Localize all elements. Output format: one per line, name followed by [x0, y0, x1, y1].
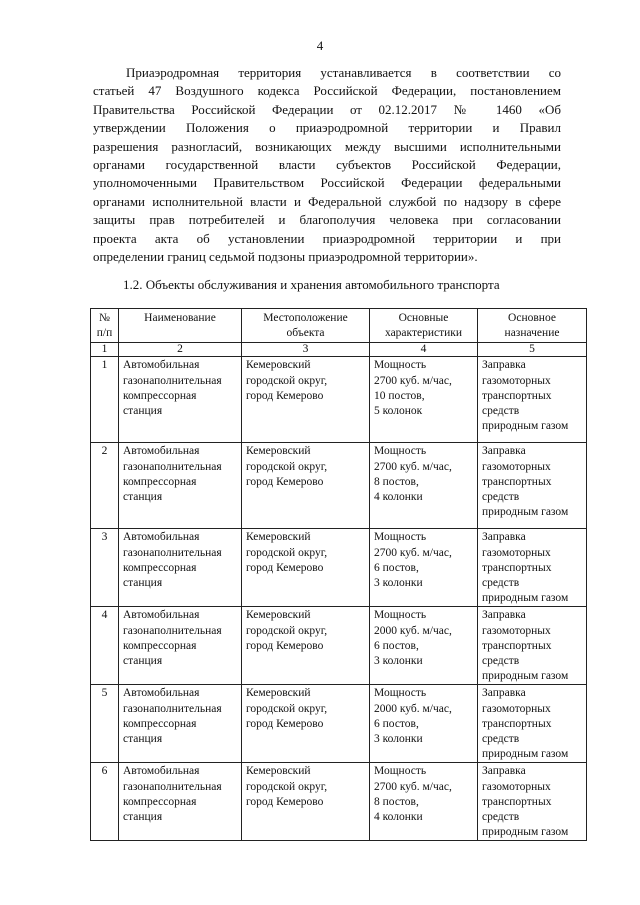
- table-row: [91, 763, 587, 841]
- cell-location: [242, 529, 370, 607]
- text-line: Основные: [398, 312, 449, 324]
- text-line: станция: [123, 577, 163, 590]
- page-number: 4: [316, 38, 324, 53]
- header-purpose: [478, 309, 587, 343]
- text-line: Заправка: [482, 765, 526, 778]
- text-line: Заправка: [482, 531, 526, 544]
- text-line: Кемеровский: [246, 531, 311, 544]
- text-line: транспортных: [482, 639, 552, 652]
- text-line: газомоторных: [482, 624, 551, 637]
- text-line: газонаполнительная: [123, 374, 222, 387]
- paragraph-line: определении границ седьмой подзоны приаэродромной территории».: [93, 249, 478, 265]
- text-line: объекта: [286, 327, 325, 340]
- text-line: город Кемерово: [246, 639, 324, 652]
- text-line: 10 постов,: [374, 389, 425, 402]
- column-number-row: [91, 343, 587, 357]
- text-line: станция: [123, 405, 163, 418]
- text-line: 6 постов,: [374, 561, 419, 574]
- paragraph-line: статьей 47 Воздушного кодекса Российской Федерации, постановлением: [93, 83, 561, 99]
- paragraph-line: утверждении Положения о приаэродромной территории и Правил: [93, 120, 561, 136]
- cell-location: [242, 685, 370, 763]
- text-line: 3 колонки: [374, 655, 423, 668]
- text-line: 2000 куб. м/час,: [374, 624, 452, 637]
- text-line: средств: [482, 811, 520, 824]
- cell-name: [119, 763, 242, 841]
- text-line: газомоторных: [482, 702, 551, 715]
- text-line: газонаполнительная: [123, 624, 222, 637]
- text-line: природным газом: [482, 826, 569, 839]
- text-line: городской округ,: [246, 460, 328, 473]
- text-line: компрессорная: [123, 717, 197, 730]
- text-line: 2700 куб. м/час,: [374, 546, 452, 559]
- text-line: 2000 куб. м/час,: [374, 702, 452, 715]
- text-line: средств: [482, 405, 520, 418]
- text-line: Заправка: [482, 445, 526, 458]
- text-line: Автомобильная: [123, 531, 200, 544]
- cell-num: 5: [91, 685, 119, 763]
- cell-specs: [370, 443, 478, 529]
- text-line: Кемеровский: [246, 359, 311, 372]
- cell-name: [119, 357, 242, 443]
- text-line: городской округ,: [246, 702, 328, 715]
- text-line: газонаполнительная: [123, 780, 222, 793]
- paragraph-line: органами исполнительной власти и Федеральной службой по надзору в сфере: [93, 193, 561, 209]
- cell-purpose: [478, 357, 587, 443]
- paragraph-line: защиты прав потребителей и благополучия человека при согласовании: [93, 212, 561, 228]
- paragraph-line: разрешения разногласий, возникающих между высшими исполнительными: [93, 138, 561, 154]
- text-line: Кемеровский: [246, 445, 311, 458]
- text-line: городской округ,: [246, 546, 328, 559]
- cell-name: [119, 443, 242, 529]
- text-line: природным газом: [482, 506, 569, 519]
- cell-location: [242, 763, 370, 841]
- body-paragraph: [93, 64, 561, 266]
- cell-specs: [370, 357, 478, 443]
- text-line: Местоположение: [263, 312, 348, 324]
- text-line: 8 постов,: [374, 795, 419, 808]
- text-line: Кемеровский: [246, 609, 311, 622]
- text-line: 6 постов,: [374, 639, 419, 652]
- text-line: Автомобильная: [123, 687, 200, 700]
- text-line: газонаполнительная: [123, 702, 222, 715]
- text-line: средств: [482, 491, 520, 504]
- paragraph-line: уполномоченными Правительством Российской Федерации федеральными: [93, 175, 561, 191]
- text-line: Мощность: [374, 765, 427, 778]
- cell-specs: [370, 763, 478, 841]
- text-line: Автомобильная: [123, 359, 200, 372]
- table-row: [91, 529, 587, 607]
- column-number: 3: [242, 343, 370, 357]
- text-line: 6 постов,: [374, 717, 419, 730]
- text-line: газомоторных: [482, 374, 551, 387]
- text-line: Основное: [508, 312, 556, 324]
- text-line: Заправка: [482, 687, 526, 700]
- cell-num: 6: [91, 763, 119, 841]
- text-line: газомоторных: [482, 546, 551, 559]
- text-line: городской округ,: [246, 374, 328, 387]
- paragraph-line: Правительства Российской Федерации от 02.12.2017 № 1460 «Об: [93, 101, 561, 117]
- text-line: средств: [482, 655, 520, 668]
- header-name: [119, 309, 242, 343]
- cell-purpose: [478, 685, 587, 763]
- cell-num: 1: [91, 357, 119, 443]
- text-line: транспортных: [482, 475, 552, 488]
- text-line: городской округ,: [246, 624, 328, 637]
- table-row: [91, 607, 587, 685]
- text-line: 5 колонок: [374, 405, 423, 418]
- text-line: компрессорная: [123, 475, 197, 488]
- text-line: город Кемерово: [246, 561, 324, 574]
- paragraph-line: проекта акта об установлении приаэродромной территории и при: [93, 230, 561, 246]
- text-line: станция: [123, 811, 163, 824]
- section-title: 1.2. Объекты обслуживания и хранения автомобильного транспорта: [123, 277, 500, 292]
- text-line: №: [99, 312, 110, 324]
- header-location: [242, 309, 370, 343]
- column-number: 5: [478, 343, 587, 357]
- text-line: транспортных: [482, 389, 552, 402]
- text-line: газомоторных: [482, 780, 551, 793]
- text-line: Автомобильная: [123, 609, 200, 622]
- text-line: Кемеровский: [246, 687, 311, 700]
- text-line: городской округ,: [246, 780, 328, 793]
- text-line: 8 постов,: [374, 475, 419, 488]
- text-line: компрессорная: [123, 795, 197, 808]
- text-line: Мощность: [374, 687, 427, 700]
- header-num: [91, 309, 119, 343]
- cell-num: 3: [91, 529, 119, 607]
- text-line: Автомобильная: [123, 445, 200, 458]
- text-line: 4 колонки: [374, 811, 423, 824]
- column-number: 2: [119, 343, 242, 357]
- text-line: город Кемерово: [246, 717, 324, 730]
- table-row: [91, 685, 587, 763]
- text-line: природным газом: [482, 420, 569, 433]
- text-line: назначение: [504, 327, 560, 340]
- text-line: газонаполнительная: [123, 546, 222, 559]
- cell-purpose: [478, 607, 587, 685]
- cell-specs: [370, 607, 478, 685]
- cell-location: [242, 443, 370, 529]
- text-line: станция: [123, 491, 163, 504]
- cell-name: [119, 529, 242, 607]
- text-line: 2700 куб. м/час,: [374, 460, 452, 473]
- cell-name: [119, 685, 242, 763]
- text-line: транспортных: [482, 561, 552, 574]
- header-specs: [370, 309, 478, 343]
- text-line: компрессорная: [123, 561, 197, 574]
- text-line: Мощность: [374, 609, 427, 622]
- text-line: Мощность: [374, 445, 427, 458]
- text-line: город Кемерово: [246, 389, 324, 402]
- column-number: 4: [370, 343, 478, 357]
- text-line: газомоторных: [482, 460, 551, 473]
- text-line: Мощность: [374, 531, 427, 544]
- text-line: 2700 куб. м/час,: [374, 780, 452, 793]
- table-header-row: [91, 309, 587, 343]
- cell-purpose: [478, 443, 587, 529]
- text-line: Мощность: [374, 359, 427, 372]
- text-line: 2700 куб. м/час,: [374, 374, 452, 387]
- cell-location: [242, 607, 370, 685]
- text-line: природным газом: [482, 592, 569, 605]
- text-line: станция: [123, 733, 163, 746]
- text-line: Автомобильная: [123, 765, 200, 778]
- cell-num: 4: [91, 607, 119, 685]
- text-line: город Кемерово: [246, 795, 324, 808]
- paragraph-line: органами государственной власти субъектов Российской Федерации,: [93, 157, 561, 173]
- text-line: 3 колонки: [374, 733, 423, 746]
- text-line: компрессорная: [123, 389, 197, 402]
- text-line: природным газом: [482, 670, 569, 683]
- text-line: 4 колонки: [374, 491, 423, 504]
- text-line: средств: [482, 733, 520, 746]
- text-line: Заправка: [482, 359, 526, 372]
- text-line: Заправка: [482, 609, 526, 622]
- text-line: компрессорная: [123, 639, 197, 652]
- table-row: [91, 357, 587, 443]
- text-line: 3 колонки: [374, 577, 423, 590]
- column-number: 1: [91, 343, 119, 357]
- text-line: город Кемерово: [246, 475, 324, 488]
- text-line: Наименование: [144, 312, 216, 324]
- text-line: транспортных: [482, 795, 552, 808]
- cell-specs: [370, 529, 478, 607]
- cell-num: 2: [91, 443, 119, 529]
- facilities-table: [90, 308, 587, 841]
- text-line: п/п: [96, 327, 113, 340]
- text-line: характеристики: [384, 327, 463, 340]
- text-line: станция: [123, 655, 163, 668]
- text-line: средств: [482, 577, 520, 590]
- cell-specs: [370, 685, 478, 763]
- cell-purpose: [478, 763, 587, 841]
- paragraph-line: Приаэродромная территория устанавливается в соответствии со: [126, 65, 561, 80]
- text-line: Кемеровский: [246, 765, 311, 778]
- cell-name: [119, 607, 242, 685]
- table-row: [91, 443, 587, 529]
- cell-location: [242, 357, 370, 443]
- text-line: газонаполнительная: [123, 460, 222, 473]
- text-line: транспортных: [482, 717, 552, 730]
- cell-purpose: [478, 529, 587, 607]
- text-line: природным газом: [482, 748, 569, 761]
